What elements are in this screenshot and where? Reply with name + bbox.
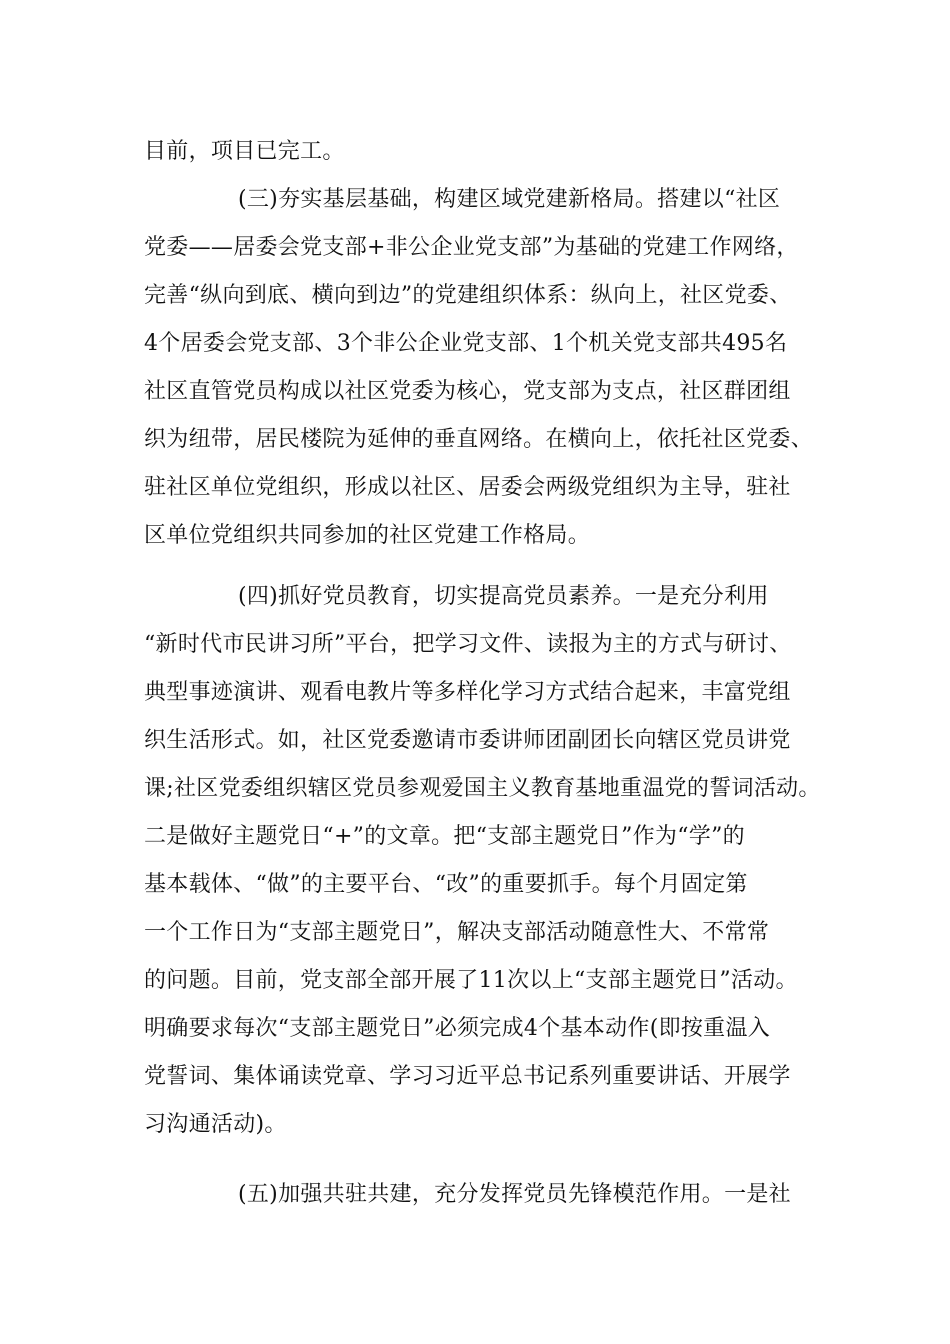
- text-line: 二是做好主题党日“+”的文章。把“支部主题党日”作为“学”的: [144, 824, 745, 849]
- text-line: 目前，项目已完工。: [144, 139, 345, 164]
- paragraph-3-heading-line: (三)夯实基层基础，构建区域党建新格局。搭建以“社区: [238, 187, 781, 212]
- text-line: 明确要求每次“支部主题党日”必须完成4个基本动作(即按重温入: [144, 1016, 771, 1041]
- text-line: 基本载体、“做”的主要平台、“改”的重要抓手。每个月固定第: [144, 872, 748, 897]
- text-line: 织生活形式。如，社区党委邀请市委讲师团副团长向辖区党员讲党: [144, 728, 791, 753]
- text-line: 区单位党组织共同参加的社区党建工作格局。: [144, 523, 591, 548]
- text-line: 典型事迹演讲、观看电教片等多样化学习方式结合起来，丰富党组: [144, 680, 791, 705]
- paragraph-5-heading-line: (五)加强共驻共建，充分发挥党员先锋模范作用。一是社: [238, 1182, 791, 1207]
- text-line: “新时代市民讲习所”平台，把学习文件、读报为主的方式与研讨、: [144, 632, 792, 657]
- text-line: 一个工作日为“支部主题党日”，解决支部活动随意性大、不常常: [144, 920, 770, 945]
- text-line: 党誓词、集体诵读党章、学习习近平总书记系列重要讲话、开展学: [144, 1064, 791, 1089]
- text-line: 4个居委会党支部、3个非公企业党支部、1个机关党支部共495名: [144, 331, 788, 356]
- text-line: 社区直管党员构成以社区党委为核心，党支部为支点，社区群团组: [144, 379, 791, 404]
- text-line: 织为纽带，居民楼院为延伸的垂直网络。在横向上，依托社区党委、: [144, 427, 814, 452]
- text-line: 习沟通活动)。: [144, 1112, 287, 1137]
- text-line: 驻社区单位党组织，形成以社区、居委会两级党组织为主导，驻社: [144, 475, 791, 500]
- text-line: 课;社区党委组织辖区党员参观爱国主义教育基地重温党的誓词活动。: [144, 776, 821, 801]
- text-line: 的问题。目前，党支部全部开展了11次以上“支部主题党日”活动。: [144, 968, 798, 993]
- paragraph-4-heading-line: (四)抓好党员教育，切实提高党员素养。一是充分利用: [238, 584, 769, 609]
- text-line: 党委——居委会党支部+非公企业党支部”为基础的党建工作网络，: [144, 235, 799, 260]
- text-line: 完善“纵向到底、横向到边”的党建组织体系：纵向上，社区党委、: [144, 283, 792, 308]
